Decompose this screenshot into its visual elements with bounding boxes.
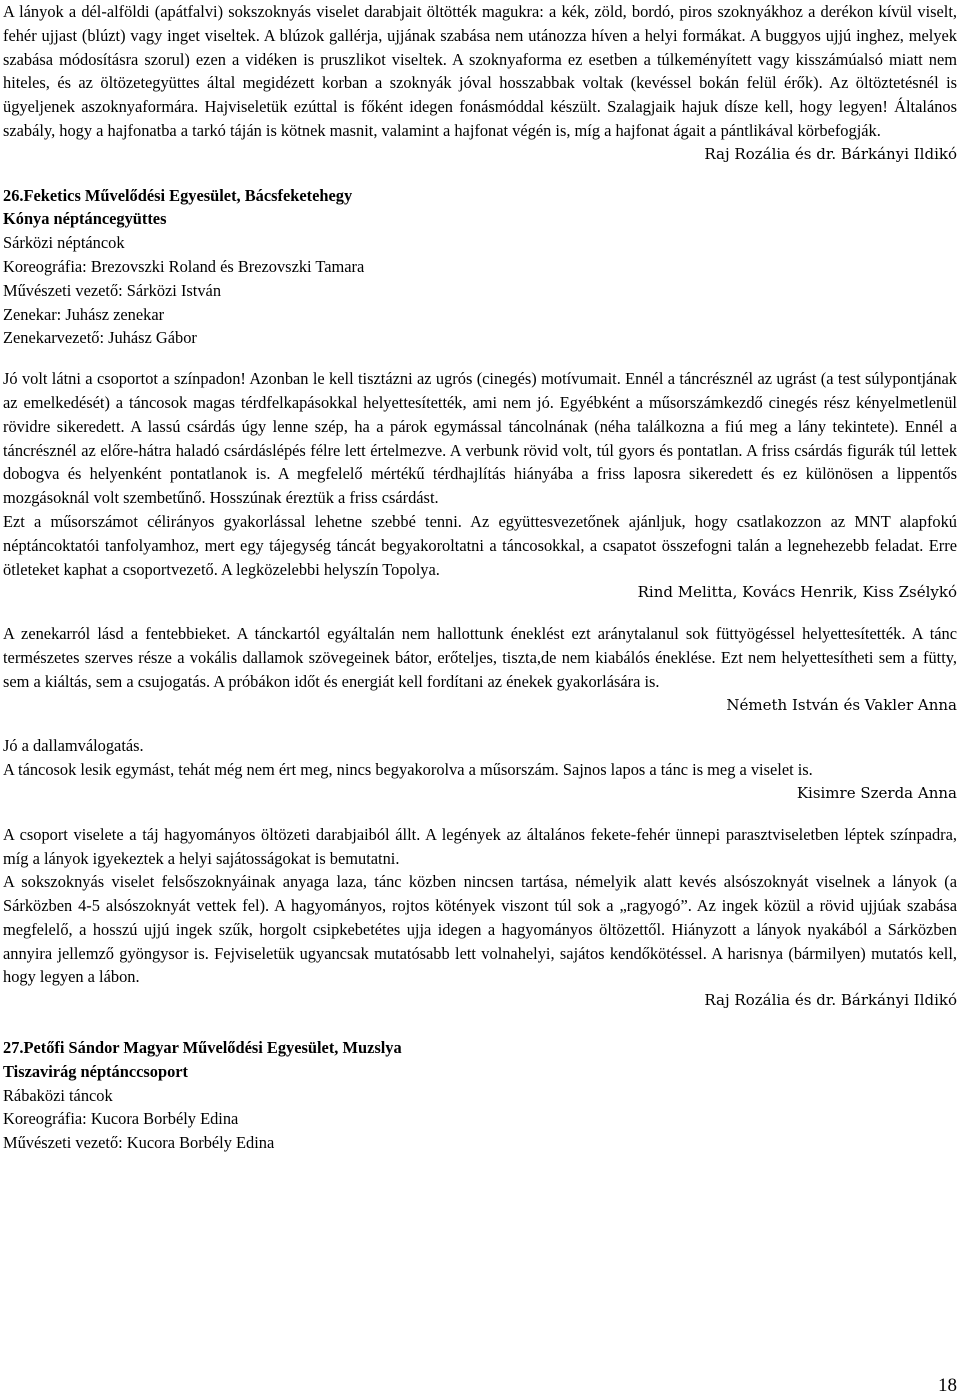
review-paragraph: A zenekarról lásd a fentebbieket. A tánckartól egyáltalán nem hallottunk éneklést ezt aránytalanul sok füttyögéssel helyettesítették. A tánc természetes szerves része a vokális dallamok szövegeinek bátor, erőteljes, tiszta,de nem kiabálós éneklése. Ezt nem helyettesítheti sem a fütty, sem a kiáltás, sem a csujogatás. A próbákon időt és energiát kell fordítani az énekek gyakorlására is. [3,624,957,691]
info-line: Zenekar: Juhász zenekar [3,304,165,324]
intro-paragraph: A lányok a dél-alföldi (apátfalvi) sokszoknyás viselet darabjait öltötték magukra: a kék, zöld, bordó, piros szoknyákhoz a derékon kívül viselt, fehér ujjast (blúzt) vagy inget viseltek. A blúzok gallérja, ujjának szabása nem utánozza híven a helyi formákat. A buggyos ujjú inghez, melyek szabása módosításra szorul) ezen a vidéken is pruszlikot viseltek. A szoknyaforma ez esetben a túlkeményített vagy kisszámúalsó miatt nem hiteles, és az öltözetegyüttes által megidézett korban a szoknyák jóval hosszabbak voltak (kevéssel bokán felül érők). Az öltöztetésnél is ügyeljenek aszoknyaformára. Hajviseletük ezúttal is főként idegen fonásmóddal készült. Szalagjaik hajuk dísze kell, hogy legyen! Általános szabály, hogy a hajfonatba a tarkó táján is kötnek masnit, valamint a hajfonat végén is, míg a hajfonat ágait a pántlikával körbefogják. [3,2,957,140]
review-paragraph: Ezt a műsorszámot célirányos gyakorlással lehetne szebbé tenni. Az együttesvezetőnek ajánljuk, hogy csatlakozzon az MNT alapfokú néptáncoktatói tanfolyamhoz, mert egy tájegység táncát begyakoroltatni a táncosokkal, a csapatot összefogni talán a legnehezebb feladat. Erre ötleteket kaphat a csoportvezető. A legközelebbi helyszín Topolya. [3,511,957,579]
review-line: Jó a dallamválogatás. [3,736,144,756]
info-line: Művészeti vezető: Kucora Borbély Edina [3,1133,275,1153]
review-paragraph: Jó volt látni a csoportot a színpadon! Azonban le kell tisztázni az ugrós (cinegés) motívumait. Ennél a táncrésznél az ugrást (a test súlypontjának az emelkedését) a táncosok magas térdfelkapásokkal helyettesítették, ami nem jó. Egyébként a műsorszámkezdő cinegés rész kényelmetlenül rövidre sikeredett. A lassú csárdás úgy lenne szép, ha a párok egymással táncolnának (néha találkozna a fiú meg a lány tekintete). Ennél a táncrésznél az előre-hátra haladó csárdáslépés félre lett értelmezve. A verbunk rövid volt, túl gyors és pontatlan. A friss csárdás figurák túl lettek dobogva és helyenként pontatlanok is. A megfelelő mértékű térdhajlítás hiányába a friss laposra sikeredett és ez különösen a lippentős mozgásoknál volt szembetűnő. Hosszúnak éreztük a friss csárdást. [3,369,957,508]
review-paragraph: A csoport viselete a táj hagyományos öltözeti darabjaiból állt. A legények az általános fekete-fehér ünnepi parasztviseletben léptek színpadra, míg a lányok igyekeztek a helyi sajátosságokat is bemutatni. [3,824,957,868]
document-page [3,0,957,1155]
info-line: Művészeti vezető: Sárközi István [3,280,222,300]
info-line: Rábaközi táncok [3,1085,113,1105]
group-name: Tiszavirág néptánccsoport [3,1061,188,1081]
signature: Rind Melitta, Kovács Henrik, Kiss Zsélykó [637,583,957,602]
signature: Raj Rozália és dr. Bárkányi Ildikó [704,991,957,1010]
section-heading: 27.Petőfi Sándor Magyar Művelődési Egyesület, Muzslya [3,1038,402,1058]
info-line: Koreográfia: Brezovszki Roland és Brezovszki Tamara [3,256,365,276]
group-name: Kónya néptáncegyüttes [3,209,167,229]
section-heading: 26.Feketics Művelődési Egyesület, Bácsfeketehegy [3,185,353,205]
info-line: Zenekarvezető: Juhász Gábor [3,328,197,348]
review-paragraph: A táncosok lesik egymást, tehát még nem ért meg, nincs begyakorolva a műsorszám. Sajnos lapos a tánc is meg a viselet is. [3,760,813,780]
info-line: Sárközi néptáncok [3,233,125,253]
signature: Kisimre Szerda Anna [796,783,957,802]
page-number: 18 [938,1375,957,1396]
signature: Németh István és Vakler Anna [726,695,957,714]
review-paragraph: A sokszoknyás viselet felsőszoknyáinak anyaga laza, tánc közben nincsen tartása, némelyik alatt kevés alsószoknyát viselnek a lányok (a Sárközben 4-5 alsószoknyát vettek fel). A hagyományos, rojtos kötények viszont túl sok a „ragyogó”. Az ingek közül a rövid ujjúak szabása megfelelő, a hosszú ujjú ingek szűk, horgolt csipkebetétes ujja idegen a hagyományos öltözettől. Hiányzott a lányok nyakából a Sárközben annyira jellemző gyöngysor is. Fejviseletük ugyancsak mutatósabb lett volnahelyi, sajátos kendőkötéssel. A harisnya (bármilyen) mutatós kell, hogy legyen a lábon. [3,872,957,987]
info-line: Koreográfia: Kucora Borbély Edina [3,1109,239,1129]
signature: Raj Rozália és dr. Bárkányi Ildikó [704,144,957,163]
